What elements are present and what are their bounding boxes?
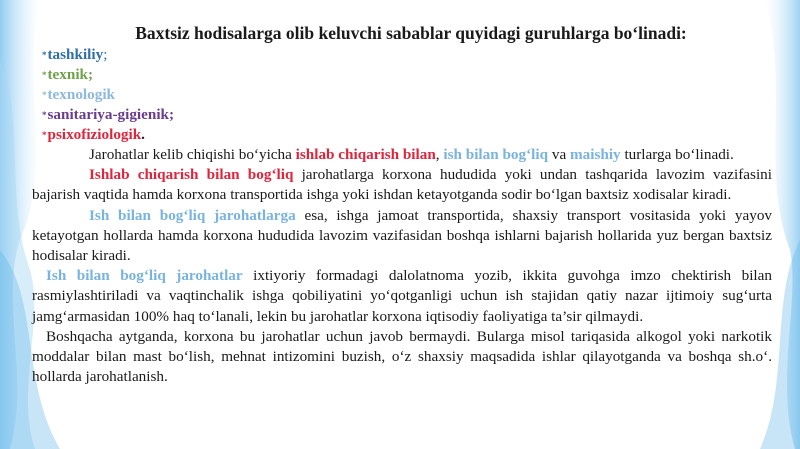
- slide-content: [32, 22, 772, 387]
- bullet-mark: *: [42, 130, 47, 140]
- paragraph-injury-types: Jarohatlar kelib chiqishi bo‘yicha ishlab chiqarish bilan, ish bilan bog‘liq va maishiy turlarga bo‘linadi.: [89, 146, 734, 163]
- paragraph-ish-bilan: Ish bilan bog‘liq jarohatlarga esa, ishga jamoat transportida, shaxsiy transport vositasida yoki yayov ketayotgan hollarda hamda korxona hududida lavozim vazifasidan boshqa ishlarni bajarish hollarida yuz bergan baxtsiz hodisalar kiradi.: [32, 206, 773, 265]
- bullet-mark: *: [42, 50, 47, 60]
- category-texnik: *texnik;: [42, 66, 94, 83]
- bullet-mark: *: [42, 90, 47, 100]
- category-texnologik: *texnologik: [42, 86, 116, 103]
- paragraph-ishlab-chiqarish: Ishlab chiqarish bilan bog‘liq jarohatlarga korxona hududida yoki undan tashqarida lavozim vazifasini bajarish vaqtida hamda korxona transportida ishga yoki ishdan ketayotganda sodir bo‘lgan baxtsiz xodisalar kiradi.: [32, 166, 772, 204]
- term-ishlab-chiqarish-boglik: Ishlab chiqarish bilan bog‘liq: [89, 166, 294, 184]
- term-maishiy: maishiy: [570, 146, 621, 163]
- bullet-mark: *: [42, 70, 47, 80]
- bullet-mark: *: [42, 110, 47, 120]
- category-psixofiziologik: *psixofiziologik.: [42, 126, 145, 143]
- paragraph-conclusion: Boshqacha aytganda, korxona bu jarohatlar uchun javob bermaydi. Bularga misol tariqasida alkogol yoki narkotik moddalar bilan mast bo‘lish, mehnat intizomini buzish, o‘z shaxsiy maqsadida ishlar qilayotganda va boshqa sh.o‘. hollarda jarohatlanish.: [32, 327, 772, 386]
- paragraph-registration: Ish bilan bog‘liq jarohatlar ixtiyoriy formadagi dalolatnoma yozib, ikkita guvohga imzo chektirish bilan rasmiylashtiriladi va vaqtinchalik ishga qobiliyatini yo‘qotganligi uchun ish stajidan qatiy nazar ijtimoiy sug‘urta jamg‘armasidan 100% haq to‘lanali, lekin bu jarohatlar korxona iqtisodiy faoliyatiga ta’sir qilmaydi.: [32, 267, 772, 325]
- cause-categories-list: [32, 45, 772, 145]
- category-tashkiliy: *tashkiliy;: [42, 46, 108, 63]
- slide-title: Baxtsiz hodisalarga olib keluvchi sabablar quyidagi guruhlarga bo‘linadi:: [135, 23, 687, 43]
- category-sanitariya-gigienik: *sanitariya-gigienik;: [42, 106, 175, 123]
- term-ish-bilan-boglik: ish bilan bog‘liq: [443, 146, 549, 163]
- term-ishlab-chiqarish: ishlab chiqarish bilan: [295, 146, 436, 163]
- term-ish-bilan-jarohatlar: Ish bilan bog‘liq jarohatlar: [46, 267, 243, 285]
- term-ish-bilan-jarohatlarga: Ish bilan bog‘liq jarohatlarga: [89, 206, 296, 224]
